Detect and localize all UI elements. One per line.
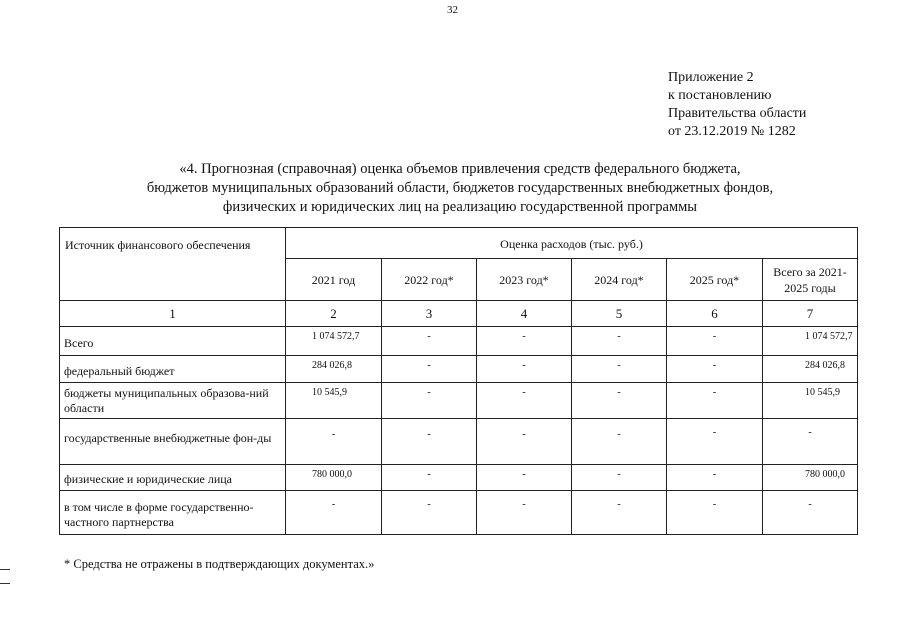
title-line: «4. Прогнозная (справочная) оценка объемов привлечения средств федерального бюджета,: [179, 161, 741, 177]
table-row: [60, 383, 858, 419]
page-number: 32: [447, 4, 458, 16]
appendix-line: от 23.12.2019 № 1282: [668, 124, 796, 139]
year-header: 2023 год*: [477, 259, 572, 301]
cell-value: 780 000,0: [763, 465, 858, 491]
column-number: 5: [572, 301, 667, 327]
title-line: бюджетов муниципальных образований области, бюджетов государственных внебюджетных фондов,: [146, 180, 774, 196]
financing-table: [59, 227, 858, 535]
cell-value: 1 074 572,7: [763, 327, 858, 356]
year-header: Всего за 2021-2025 годы: [763, 259, 858, 301]
cell-value: 1 074 572,7: [286, 327, 382, 356]
cell-value: -: [382, 327, 477, 356]
title-line: физических и юридических лиц на реализацию государственной программы: [222, 199, 698, 215]
cell-value: -: [763, 419, 858, 465]
cell-value: -: [477, 356, 572, 383]
column-number: 3: [382, 301, 477, 327]
cell-value: -: [667, 491, 763, 535]
cell-value: -: [477, 419, 572, 465]
table-row: [60, 356, 858, 383]
cell-value: -: [477, 327, 572, 356]
cell-value: -: [667, 327, 763, 356]
table-row: [60, 465, 858, 491]
cell-value: -: [477, 383, 572, 419]
cell-value: -: [572, 327, 667, 356]
year-header: 2024 год*: [572, 259, 667, 301]
margin-mark: [0, 569, 10, 570]
table-row: [60, 327, 858, 356]
cell-value: -: [382, 419, 477, 465]
appendix-line: Приложение 2: [668, 70, 754, 85]
cell-value: -: [572, 356, 667, 383]
appendix-line: Правительства области: [668, 106, 807, 121]
cell-value: -: [572, 419, 667, 465]
column-number: 1: [60, 301, 286, 327]
cell-value: -: [572, 491, 667, 535]
cell-value: 10 545,9: [286, 383, 382, 419]
year-header: 2022 год*: [382, 259, 477, 301]
cell-value: -: [667, 383, 763, 419]
row-source: государственные внебюджетные фон-ды: [60, 419, 286, 465]
cell-value: 284 026,8: [286, 356, 382, 383]
year-header: 2025 год*: [667, 259, 763, 301]
source-column-header: Источник финансового обеспечения: [60, 228, 286, 301]
cell-value: -: [286, 491, 382, 535]
cell-value: -: [572, 383, 667, 419]
document-title: [60, 160, 860, 217]
cell-value: -: [572, 465, 667, 491]
row-source: в том числе в форме государственно-частного партнерства: [60, 491, 286, 535]
table-row: [60, 419, 858, 465]
cell-value: -: [382, 491, 477, 535]
cell-value: 284 026,8: [763, 356, 858, 383]
cell-value: -: [477, 491, 572, 535]
row-source: бюджеты муниципальных образова-ний области: [60, 383, 286, 419]
row-source: федеральный бюджет: [60, 356, 286, 383]
appendix-block: [668, 69, 806, 141]
cell-value: -: [667, 419, 763, 465]
cell-value: -: [382, 383, 477, 419]
footnote: * Средства не отражены в подтверждающих документах.»: [64, 557, 375, 571]
cell-value: 10 545,9: [763, 383, 858, 419]
cell-value: 780 000,0: [286, 465, 382, 491]
cell-value: -: [667, 356, 763, 383]
margin-mark: [0, 583, 10, 584]
row-source: Всего: [60, 327, 286, 356]
cell-value: -: [382, 356, 477, 383]
row-source: физические и юридические лица: [60, 465, 286, 491]
appendix-line: к постановлению: [668, 88, 772, 103]
cell-value: -: [382, 465, 477, 491]
table-row: [60, 491, 858, 535]
cell-value: -: [763, 491, 858, 535]
cell-value: -: [667, 465, 763, 491]
cell-value: -: [286, 419, 382, 465]
cell-value: -: [477, 465, 572, 491]
column-number: 2: [286, 301, 382, 327]
column-number: 6: [667, 301, 763, 327]
year-header: 2021 год: [286, 259, 382, 301]
column-number: 4: [477, 301, 572, 327]
column-number: 7: [763, 301, 858, 327]
estimate-header: Оценка расходов (тыс. руб.): [286, 228, 858, 259]
